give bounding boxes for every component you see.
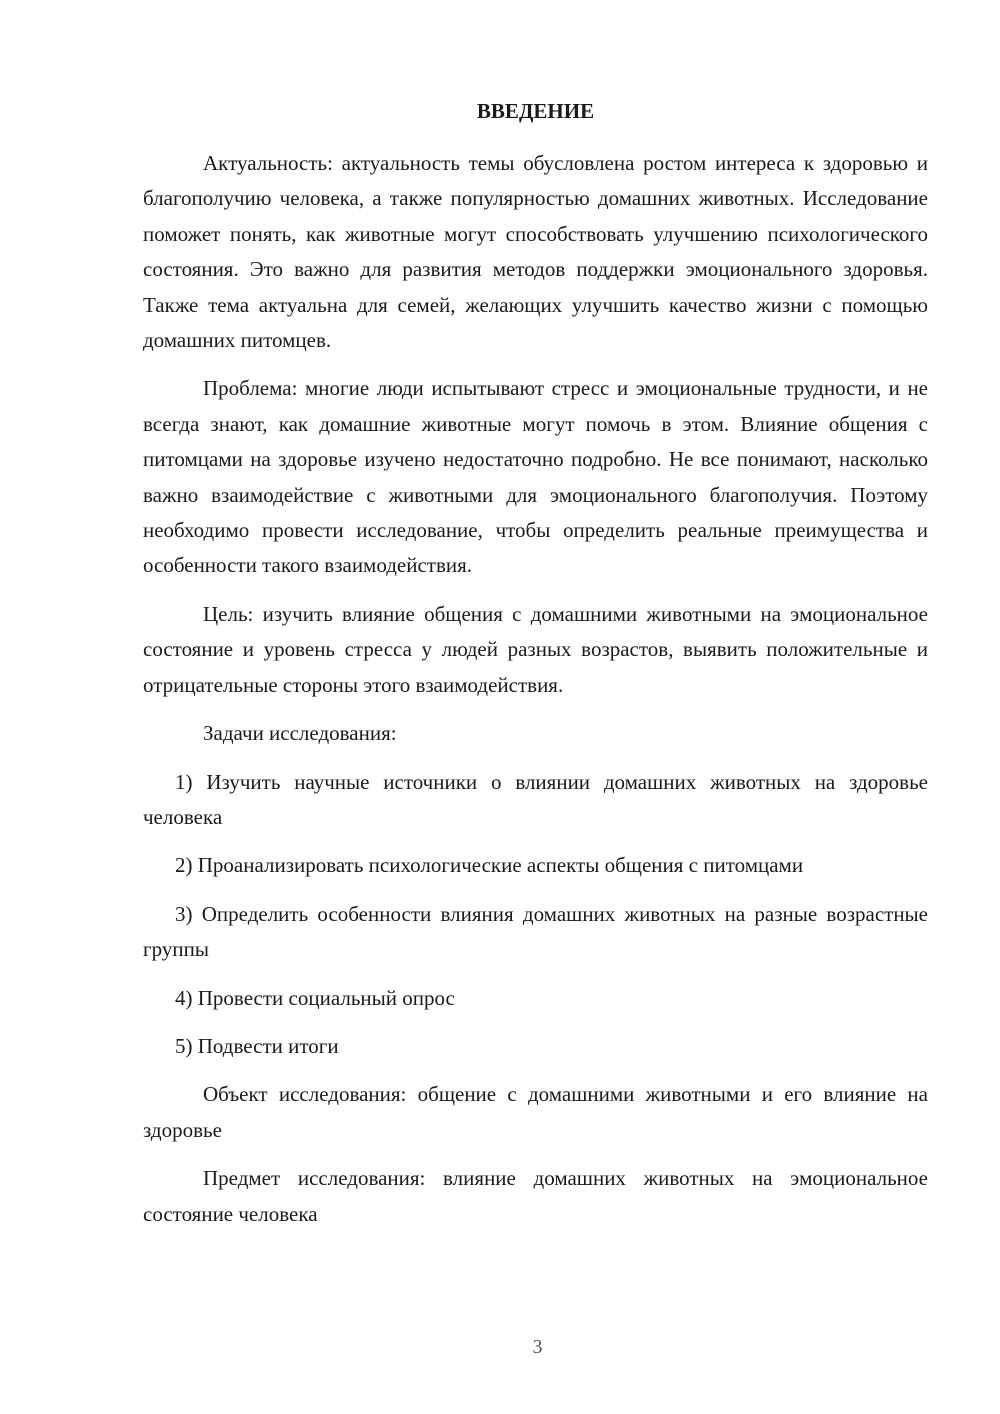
page-title: ВВЕДЕНИЕ [476,99,595,123]
task-item-3: 3) Определить особенности влияния домашних животных на разные возрастные группы [143,901,928,962]
task-item-4: 4) Провести социальный опрос [175,985,455,1010]
problem-paragraph: Проблема: многие люди испытывают стресс и эмоциональные трудности, и не всегда знают, как домашние животные могут помочь в этом. Влияние общения с питомцами на здоровье изучено недостаточно подробно. Не все понимают, насколько важно взаимодействие с животными для эмоционального благополучия. Поэтому необходимо провести исследование, чтобы определить реальные преимущества и особенности такого взаимодействия. [143,376,928,578]
relevance-paragraph: Актуальность: актуальность темы обусловлена ростом интереса к здоровью и благополучию человека, а также популярностью домашних животных. Исследование поможет понять, как животные могут способствовать улучшению психологического состояния. Это важно для развития методов поддержки эмоционального здоровья. Также тема актуальна для семей, желающих улучшить качество жизни с помощью домашних питомцев. [143,151,928,353]
page-number: 3 [532,1336,543,1358]
object-paragraph: Объект исследования: общение с домашними животными и его влияние на здоровье [143,1082,928,1142]
task-item-2: 2) Проанализировать психологические аспекты общения с питомцами [175,853,804,878]
tasks-heading: Задачи исследования: [203,721,397,746]
subject-paragraph: Предмет исследования: влияние домашних животных на эмоциональное состояние человека [143,1166,928,1226]
task-item-5: 5) Подвести итоги [175,1033,339,1058]
page-content [143,94,928,1245]
task-item-1: 1) Изучить научные источники о влиянии домашних животных на здоровье человека [143,769,928,829]
goal-paragraph: Цель: изучить влияние общения с домашними животными на эмоциональное состояние и уровень стресса у людей разных возрастов, выявить положительные и отрицательные стороны этого взаимодействия. [143,601,928,697]
